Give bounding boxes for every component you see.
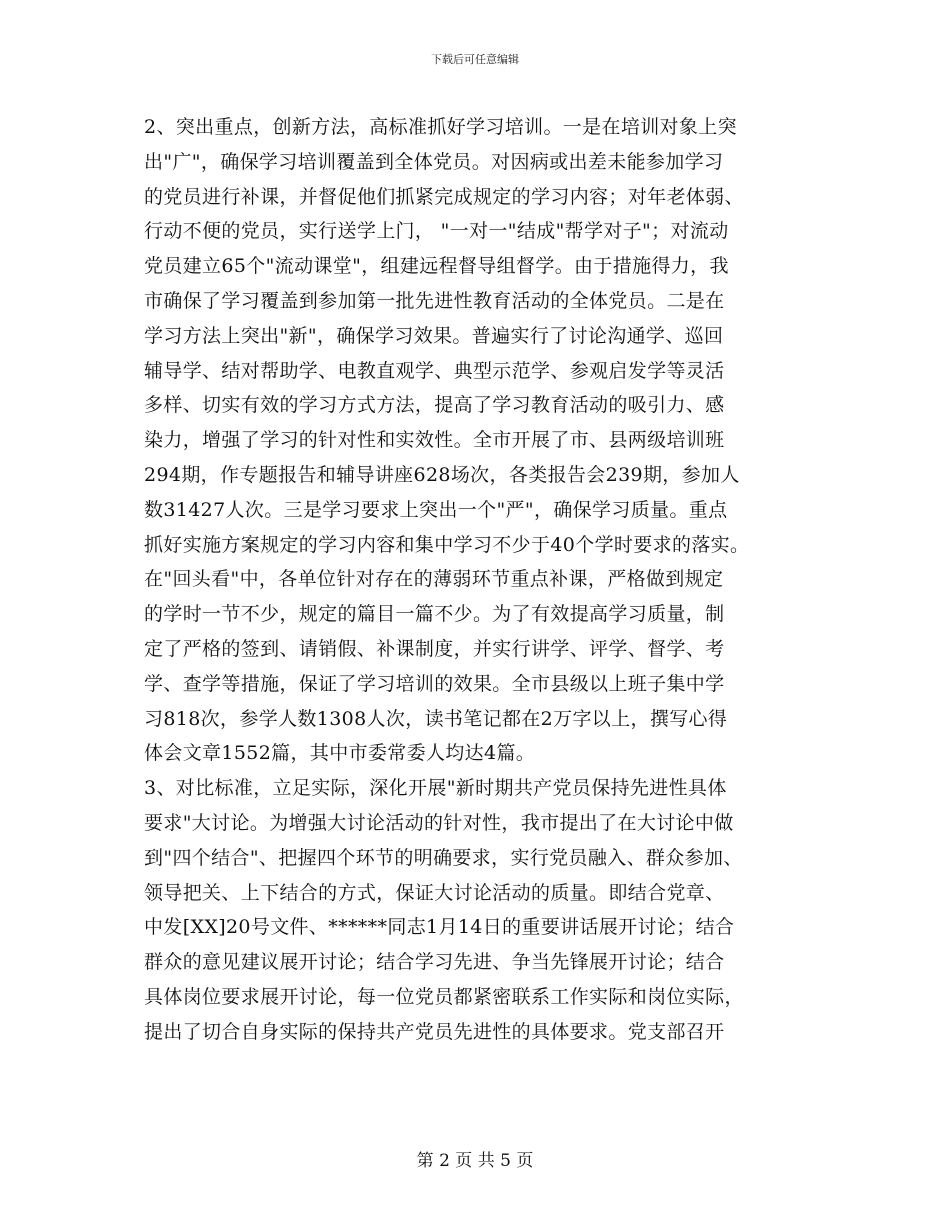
- text-line: 学习方法上突出"新"，确保学习效果。普遍实行了讨论沟通学、巡回: [144, 324, 724, 347]
- text-line: 2、突出重点，创新方法，高标准抓好学习培训。一是在培训对象上突: [144, 116, 737, 138]
- text-line: 市确保了学习覆盖到参加第一批先进性教育活动的全体党员。二是在: [144, 289, 725, 312]
- text-line: 领导把关、上下结合的方式，保证大讨论活动的质量。即结合党章、: [144, 881, 725, 904]
- text-line: 习818次，参学人数1308人次，读书笔记都在2万字以上，撰写心得: [144, 707, 728, 730]
- text-line: 的学时一节不少，规定的篇目一篇不少。为了有效提高学习质量，制: [144, 603, 725, 626]
- text-line: 在"回头看"中，各单位针对存在的薄弱环节重点补课，严格做到规定: [144, 568, 724, 591]
- page-header-note: 下载后可任意编辑: [431, 53, 519, 66]
- text-line: 出"广"，确保学习培训覆盖到全体党员。对因病或出差未能参加学习: [144, 150, 724, 173]
- text-line: 的党员进行补课，并督促他们抓紧完成规定的学习内容；对年老体弱、: [144, 185, 744, 208]
- text-line: 定了严格的签到、请销假、补课制度，并实行讲学、评学、督学、考: [144, 637, 725, 660]
- text-line: 染力，增强了学习的针对性和实效性。全市开展了市、县两级培训班: [144, 429, 725, 452]
- text-line: 抓好实施方案规定的学习内容和集中学习不少于40个学时要求的落实。: [144, 533, 750, 556]
- text-line: 辅导学、结对帮助学、电教直观学、典型示范学、参观启发学等灵活: [144, 359, 725, 382]
- text-line: 具体岗位要求展开讨论，每一位党员都紧密联系工作实际和岗位实际，: [144, 985, 744, 1008]
- text-line: 到"四个结合"、把握四个环节的明确要求，实行党员融入、群众参加、: [144, 846, 743, 869]
- text-line: 群众的意见建议展开讨论；结合学习先进、争当先锋展开讨论；结合: [144, 951, 725, 974]
- text-line: 党员建立65个"流动课堂"，组建远程督导组督学。由于措施得力，我: [144, 255, 729, 278]
- text-line: 多样、切实有效的学习方式方法，提高了学习教育活动的吸引力、感: [144, 394, 725, 417]
- text-line: 3、对比标准，立足实际，深化开展"新时期共产党员保持先进性具体: [144, 777, 727, 800]
- page-number: 第 2 页 共 5 页: [416, 1151, 534, 1171]
- text-line: 数31427人次。三是学习要求上突出一个"严"，确保学习质量。重点: [144, 498, 728, 521]
- body-text: [144, 110, 814, 1050]
- text-line: 行动不便的党员，实行送学上门， "一对一"结成"帮学对子"；对流动: [144, 220, 729, 243]
- text-line: 要求"大讨论。为增强大讨论活动的针对性，我市提出了在大讨论中做: [144, 811, 734, 834]
- text-line: 学、查学等措施，保证了学习培训的效果。全市县级以上班子集中学: [144, 672, 725, 695]
- text-line: 提出了切合自身实际的保持共产党员先进性的具体要求。党支部召开: [144, 1020, 725, 1043]
- text-line: 体会文章1552篇，其中市委常委人均达4篇。: [144, 742, 536, 765]
- text-line: 294期，作专题报告和辅导讲座628场次，各类报告会239期，参加人: [144, 463, 740, 486]
- text-line: 中发[XX]20号文件、******同志1月14日的重要讲话展开讨论；结合: [144, 916, 735, 939]
